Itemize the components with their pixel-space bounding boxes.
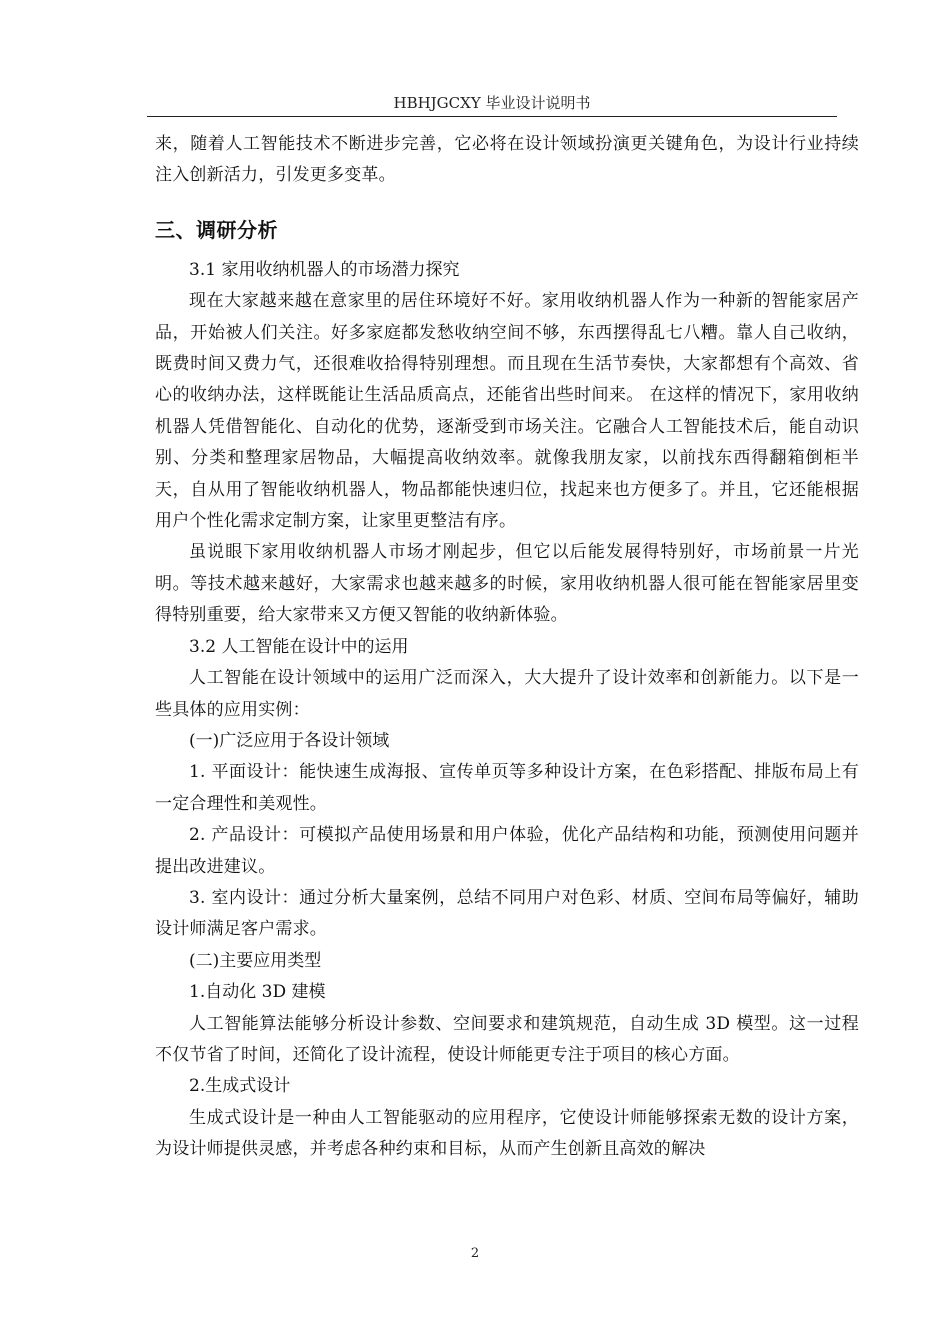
page-number: 2 <box>470 1246 480 1261</box>
document-body <box>155 129 859 1166</box>
subsection-title-3-1: 3.1 家用收纳机器人的市场潜力探究 <box>189 259 460 280</box>
type-heading: 2.生成式设计 <box>189 1076 291 1097</box>
paragraph: 虽说眼下家用收纳机器人市场才刚起步，但它以后能发展得特别好，市场前景一片光明。等技术越来越好，大家需求也越来越多的时候，家用收纳机器人很可能在智能家居里变得特别重要，给大家带来又方便又智能的收纳新体验。 <box>155 542 859 626</box>
list-heading-1: (一)广泛应用于各设计领域 <box>189 730 390 751</box>
subsection-title-3-2: 3.2 人工智能在设计中的运用 <box>189 636 409 657</box>
page-header: HBHJGCXY 毕业设计说明书 <box>393 94 591 112</box>
paragraph: 人工智能算法能够分析设计参数、空间要求和建筑规范，自动生成 3D 模型。这一过程不仅节省了时间，还简化了设计流程，使设计师能更专注于项目的核心方面。 <box>155 1013 859 1065</box>
section-title: 三、调研分析 <box>155 217 278 242</box>
type-heading: 1.自动化 3D 建模 <box>189 982 326 1003</box>
list-item: 2. 产品设计：可模拟产品使用场景和用户体验，优化产品结构和功能，预测使用问题并提出改进建议。 <box>155 825 859 877</box>
list-item: 3. 室内设计：通过分析大量案例，总结不同用户对色彩、材质、空间布局等偏好，辅助设计师满足客户需求。 <box>155 887 859 940</box>
paragraph: 人工智能在设计领域中的运用广泛而深入，大大提升了设计效率和创新能力。以下是一些具体的应用实例： <box>155 668 859 720</box>
paragraph: 生成式设计是一种由人工智能驱动的应用程序，它使设计师能够探索无数的设计方案，为设计师提供灵感，并考虑各种约束和目标，从而产生创新且高效的解决 <box>155 1107 859 1160</box>
list-heading-2: (二)主要应用类型 <box>189 950 322 971</box>
paragraph: 现在大家越来越在意家里的居住环境好不好。家用收纳机器人作为一种新的智能家居产品，开始被人们关注。好多家庭都发愁收纳空间不够，东西摆得乱七八糟。靠人自己收纳，既费时间又费力气，还很难收拾得特别理想。而且现在生活节奏快，大家都想有个高效、省心的收纳办法，这样既能让生活品质高点，还能省出些时间来。 在这样的情况下，家用收纳机器人凭借智能化、自动化的优势，逐渐受到市场关注。它融合人工智能技术后，能自动识别、分类和整理家居物品，大幅提高收纳效率。就像我朋友家，以前找东西得翻箱倒柜半天，自从用了智能收纳机器人，物品都能快速归位，找起来也方便多了。并且，它还能根据用户个性化需求定制方案，让家里更整洁有序。 <box>155 291 859 532</box>
list-item: 1. 平面设计：能快速生成海报、宣传单页等多种设计方案，在色彩搭配、排版布局上有一定合理性和美观性。 <box>155 762 859 814</box>
header-divider <box>147 116 837 117</box>
continuation-paragraph: 来，随着人工智能技术不断进步完善，它必将在设计领域扮演更关键角色，为设计行业持续注入创新活力，引发更多变革。 <box>155 134 859 186</box>
